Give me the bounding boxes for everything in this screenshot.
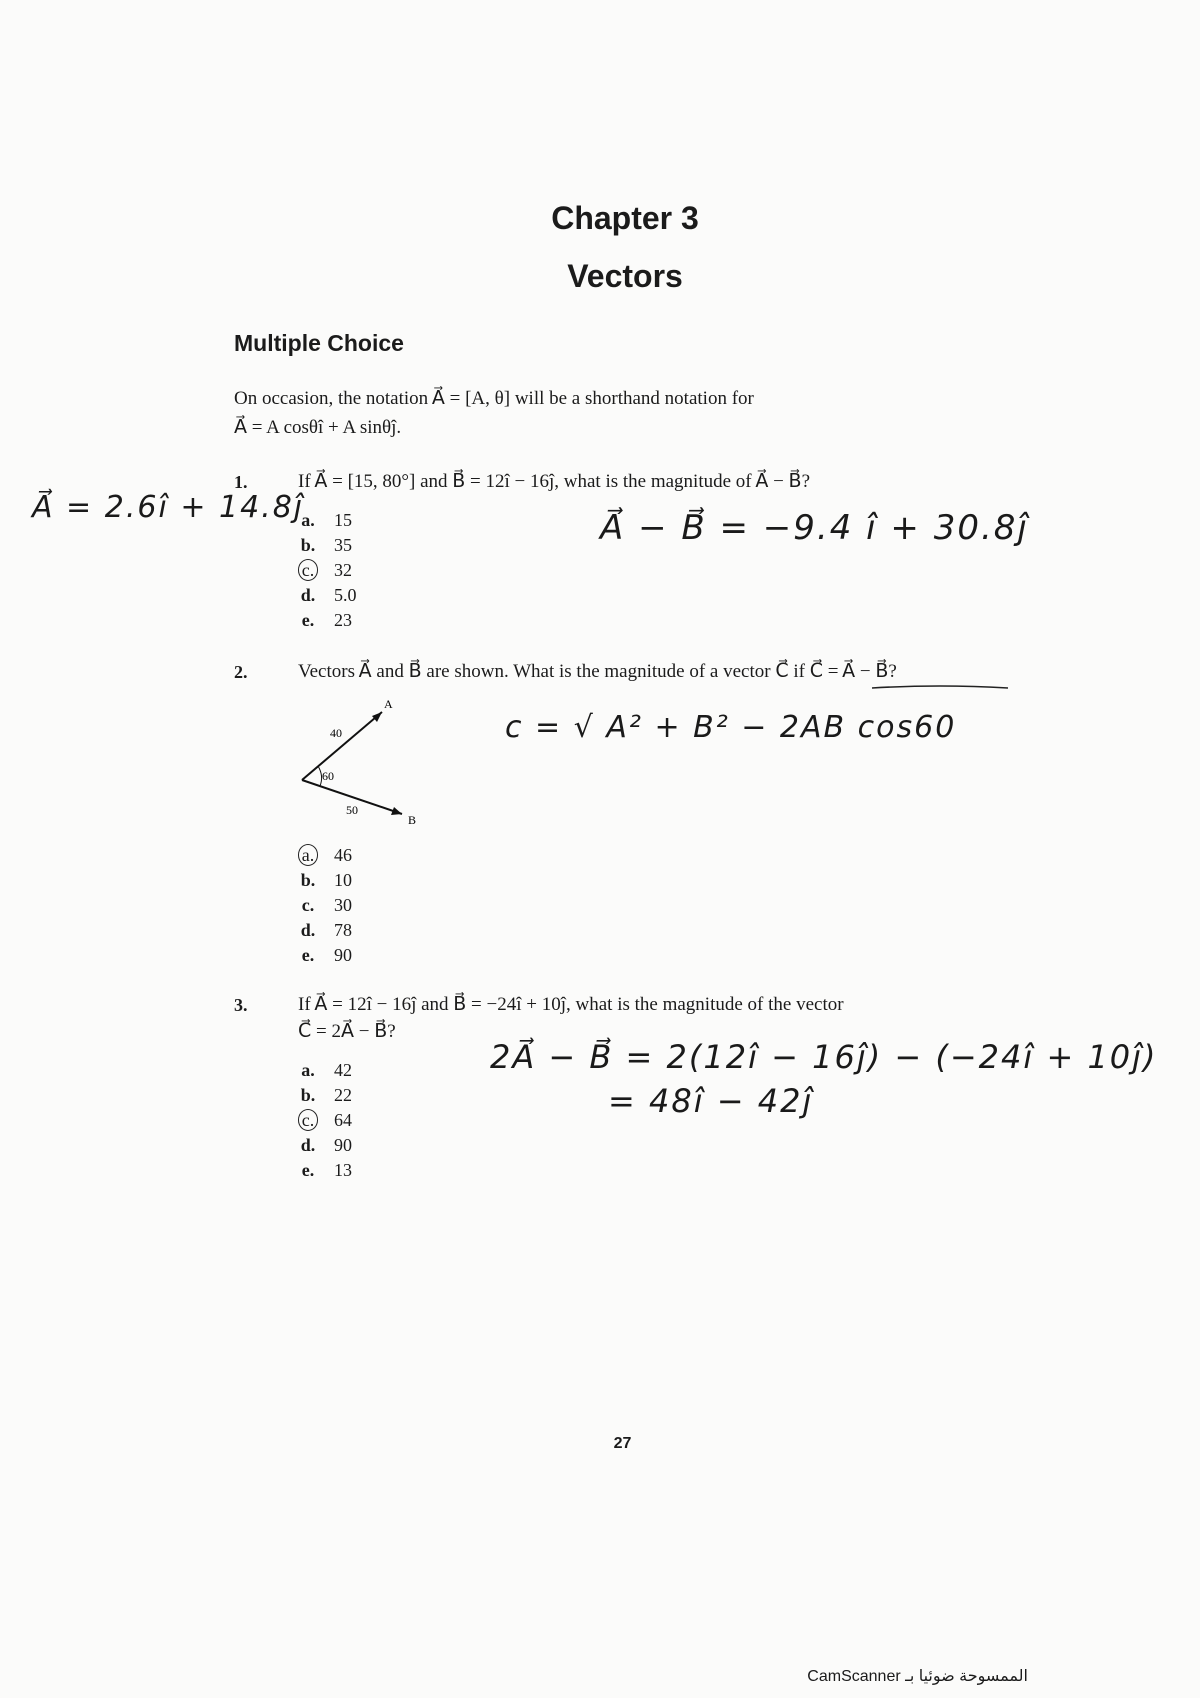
option-letter: b. xyxy=(300,1085,316,1105)
option-letter: e. xyxy=(301,945,315,965)
handwritten-a-minus-b: A⃗ − B⃗ = −9.4 î + 30.8ĵ xyxy=(600,508,1029,548)
option-value: 13 xyxy=(334,1160,352,1180)
answer-circle: a. xyxy=(298,844,319,866)
vector-diagram xyxy=(290,700,440,830)
option-value: 64 xyxy=(334,1110,352,1130)
option-letter: c. xyxy=(301,895,315,915)
option-letter-circled xyxy=(290,845,326,866)
option-value: 5.0 xyxy=(334,585,357,605)
handwritten-a-vector: A⃗ = 2.6î + 14.8ĵ xyxy=(32,490,305,525)
section-heading: Multiple Choice xyxy=(234,330,404,356)
option-value: 42 xyxy=(334,1060,352,1080)
intro-line-1: On occasion, the notation A⃗ = [A, θ] will be a shorthand notation for xyxy=(234,388,754,409)
question-2-text: Vectors A⃗ and B⃗ are shown. What is the magnitude of a vector C⃗ if C⃗ = A⃗ − B⃗? xyxy=(298,661,897,682)
question-3-text-line2: C⃗ = 2A⃗ − B⃗? xyxy=(298,1021,396,1042)
option-value: 90 xyxy=(334,1135,352,1155)
handwritten-underline xyxy=(870,683,1010,691)
question-3-text: If A⃗ = 12î − 16ĵ and B⃗ = −24î + 10ĵ, what is the magnitude of the vector xyxy=(298,994,844,1015)
vector-b-magnitude: 50 xyxy=(346,803,358,817)
option-letter-circled xyxy=(290,560,326,581)
question-2-number: 2. xyxy=(234,662,248,682)
option-value: 46 xyxy=(334,845,352,865)
option-value: 22 xyxy=(334,1085,352,1105)
scanner-watermark: CamScanner الممسوحة ضوئيا بـ xyxy=(807,1668,1028,1685)
option-letter: e. xyxy=(301,610,315,630)
option-letter: a. xyxy=(301,510,315,530)
vector-a-line xyxy=(302,712,382,780)
option-value: 78 xyxy=(334,920,352,940)
option-letter: b. xyxy=(300,535,316,555)
option-value: 10 xyxy=(334,870,352,890)
vector-b-arrowhead xyxy=(391,807,402,815)
option-value: 90 xyxy=(334,945,352,965)
handwritten-q3-line1: 2A⃗ − B⃗ = 2(12î − 16ĵ) − (−24î + 10ĵ) xyxy=(490,1038,1158,1076)
handwritten-law-of-cosines: c = √ A² + B² − 2AB cos60 xyxy=(505,710,957,745)
chapter-subtitle: Vectors xyxy=(567,258,683,294)
option-value: 30 xyxy=(334,895,352,915)
page-number: 27 xyxy=(613,1435,632,1452)
chapter-title: Chapter 3 xyxy=(551,200,699,236)
option-letter: a. xyxy=(301,1060,315,1080)
intro-line-2: A⃗ = A cosθî + A sinθĵ. xyxy=(234,417,402,438)
vector-a-magnitude: 40 xyxy=(330,726,342,740)
option-letter: d. xyxy=(300,1135,316,1155)
question-1-number: 1. xyxy=(234,472,248,492)
option-letter: d. xyxy=(300,585,316,605)
question-1-text: If A⃗ = [15, 80°] and B⃗ = 12î − 16ĵ, what is the magnitude of A⃗ − B⃗? xyxy=(298,471,811,492)
intro-paragraph xyxy=(234,384,754,442)
option-value: 23 xyxy=(334,610,352,630)
question-3-number: 3. xyxy=(234,995,248,1015)
option-letter-circled xyxy=(290,1110,326,1131)
answer-circle: c. xyxy=(298,1109,319,1131)
option-value: 15 xyxy=(334,510,352,530)
option-letter: b. xyxy=(300,870,316,890)
option-letter: e. xyxy=(301,1160,315,1180)
option-letter: d. xyxy=(300,920,316,940)
answer-circle: c. xyxy=(298,559,319,581)
handwritten-q3-line2: = 48î − 42ĵ xyxy=(608,1082,814,1120)
vector-b-label: B xyxy=(408,813,417,827)
angle-label: 60 xyxy=(322,769,334,783)
option-value: 32 xyxy=(334,560,352,580)
option-value: 35 xyxy=(334,535,352,555)
vector-a-label: A xyxy=(384,700,393,711)
